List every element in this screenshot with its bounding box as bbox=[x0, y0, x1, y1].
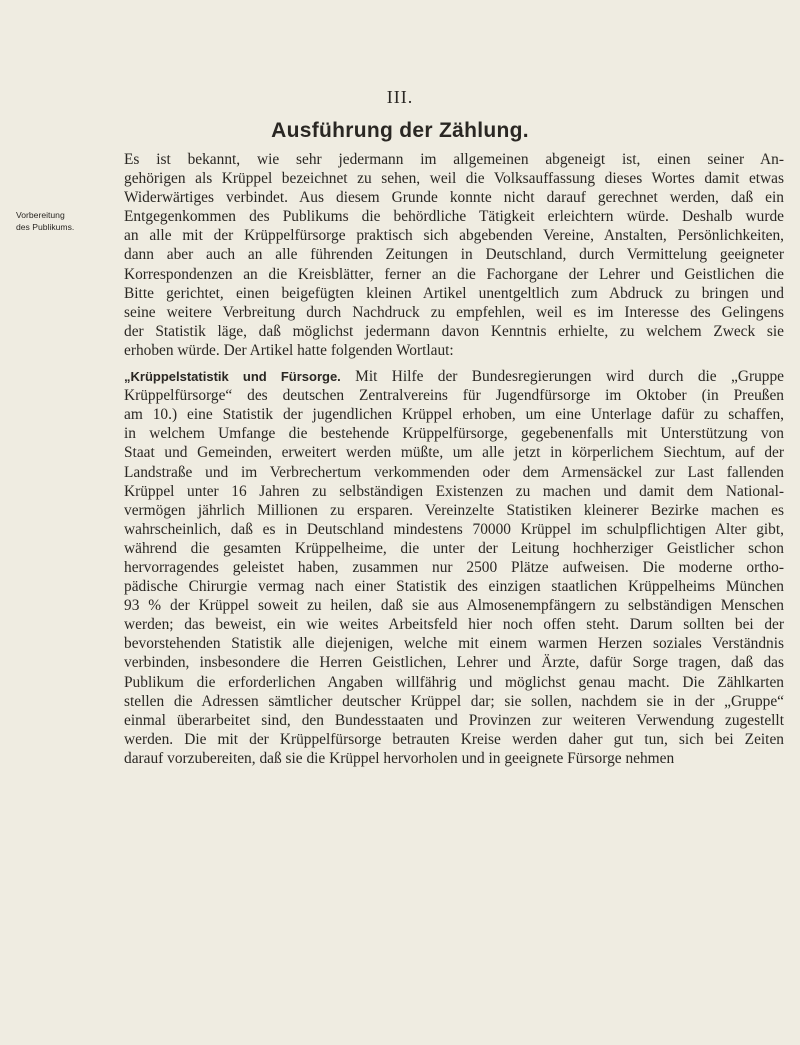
text-line: Krüppelfürsorge“ des deutschen Zentralvereins für Jugendfürsorge im Oktober (in Preußen bbox=[124, 387, 784, 405]
text-line: Es ist bekannt, wie sehr jedermann im allgemeinen abgeneigt ist, einen seiner An- bbox=[124, 151, 784, 168]
body-text bbox=[124, 150, 784, 768]
text-line: gehörigen als Krüppel bezeichnet zu sehen, weil die Volksauffassung dieses Wortes damit etwas bbox=[124, 170, 784, 188]
text-line: Bitte gerichtet, einen beigefügten kleinen Artikel unentgeltlich zum Abdruck zu bringen und bbox=[124, 284, 784, 302]
text-line: in welchem Umfange die bestehende Krüppelfürsorge, gegebenenfalls mit Unterstützung von bbox=[124, 425, 784, 443]
text-line: verbinden, insbesondere die Herren Geistlichen, Lehrer und Ärzte, dafür Sorge tragen, daß das bbox=[124, 654, 784, 672]
text-line: erhoben würde. Der Artikel hatte folgenden Wortlaut: bbox=[124, 341, 454, 359]
text-line: seine weitere Verbreitung durch Nachdruck zu empfehlen, weil es im Interesse des Gelingens bbox=[124, 303, 784, 321]
text-line: werden. Die mit der Krüppelfürsorge betrauten Kreise werden daher gut tun, sich bei Zeiten bbox=[124, 730, 784, 748]
text-line: pädische Chirurgie vermag nach einer Statistik des einzigen staatlichen Krüppelheims München bbox=[124, 578, 784, 596]
margin-note-line: des Publikums. bbox=[16, 222, 75, 232]
paragraph-lines bbox=[124, 386, 784, 768]
text-line: Korrespondenzen an die Kreisblätter, ferner an die Fachorgane der Lehrer und Geistlichen die bbox=[124, 265, 784, 283]
text-line: vermögen jährlich Millionen zu ersparen. Vereinzelte Statistiken kleinerer Bezirke machen es bbox=[124, 501, 784, 519]
paragraph-quoted-article bbox=[124, 367, 784, 768]
margin-note-line: Vorbereitung bbox=[16, 210, 65, 220]
text-line: einmal überarbeitet sind, den Bundesstaaten und Provinzen zur weiteren Verwendung zugestellt bbox=[124, 711, 784, 729]
text-line: Publikum die erforderlichen Angaben willfährig und möglichst genau macht. Die Zählkarten bbox=[124, 673, 784, 691]
text-line bbox=[124, 367, 784, 386]
text-line: am 10.) eine Statistik der jugendlichen Krüppel erhoben, um eine Unterlage dafür zu schaffen, bbox=[124, 406, 784, 424]
text-line: an alle mit der Krüppelfürsorge praktisch sich abgebenden Vereine, Anstalten, Persönlichkeiten, bbox=[124, 227, 784, 245]
text-line: Krüppel unter 16 Jahren zu selbständigen Existenzen zu machen und damit dem National- bbox=[124, 482, 784, 500]
text-span: Mit Hilfe der Bundesregierungen wird durch die „Gruppe bbox=[340, 368, 784, 386]
text-line: stellen die Adressen sämtlicher deutscher Krüppel dar; sie sollen, nachdem sie in der „Gruppe“ bbox=[124, 692, 784, 710]
text-line: darauf vorzubereiten, daß sie die Krüppel hervorholen und in geeignete Fürsorge nehmen bbox=[124, 749, 675, 767]
text-line: bevorstehenden Statistik alle diejenigen, welche mit einem warmen Herzen soziales Verständnis bbox=[124, 635, 784, 653]
text-line: dann aber auch an alle führenden Zeitungen in Deutschland, durch Vermittelung geeigneter bbox=[124, 246, 784, 264]
text-line: 93 % der Krüppel soweit zu heilen, daß sie aus Almosenempfängern zu selbständigen Menschen bbox=[124, 597, 784, 615]
text-line: der Statistik läge, daß möglichst jedermann davon Kenntnis erhielte, zu welchem Zweck sie bbox=[124, 322, 784, 340]
text-line: Landstraße und im Verbrechertum verkommenden oder dem Armensäckel zur Last fallenden bbox=[124, 463, 784, 481]
text-line: Widerwärtiges verbindet. Aus diesem Grunde konnte nicht darauf gerechnet werden, daß ein bbox=[124, 189, 784, 207]
text-line: wahrscheinlich, daß es in Deutschland mindestens 70000 Krüppel im schulpflichtigen Alter gibt, bbox=[124, 520, 784, 538]
article-heading: „Krüppelstatistik und Fürsorge. bbox=[124, 369, 341, 385]
text-line: Entgegenkommen des Publikums die behördliche Tätigkeit erleichtern würde. Deshalb wurde bbox=[124, 208, 784, 226]
chapter-number: III. bbox=[386, 87, 414, 107]
margin-note bbox=[16, 209, 116, 233]
paragraph-intro bbox=[124, 150, 784, 360]
chapter-title: Ausführung der Zählung. bbox=[271, 119, 529, 142]
text-line: während die gesamten Krüppelheime, die unter der Leitung hochherziger Geistlicher schon bbox=[124, 539, 784, 557]
text-line: hervorragendes geleistet haben, zusammen nur 2500 Plätze aufweisen. Die moderne ortho- bbox=[124, 558, 784, 576]
text-line: Staat und Gemeinden, erweitert werden müßte, um alle jetzt in körperlichem Siechtum, auf der bbox=[124, 444, 784, 462]
text-line: werden; das beweist, ein wie weites Arbeitsfeld hier noch offen steht. Darum sollten bei der bbox=[124, 616, 784, 634]
